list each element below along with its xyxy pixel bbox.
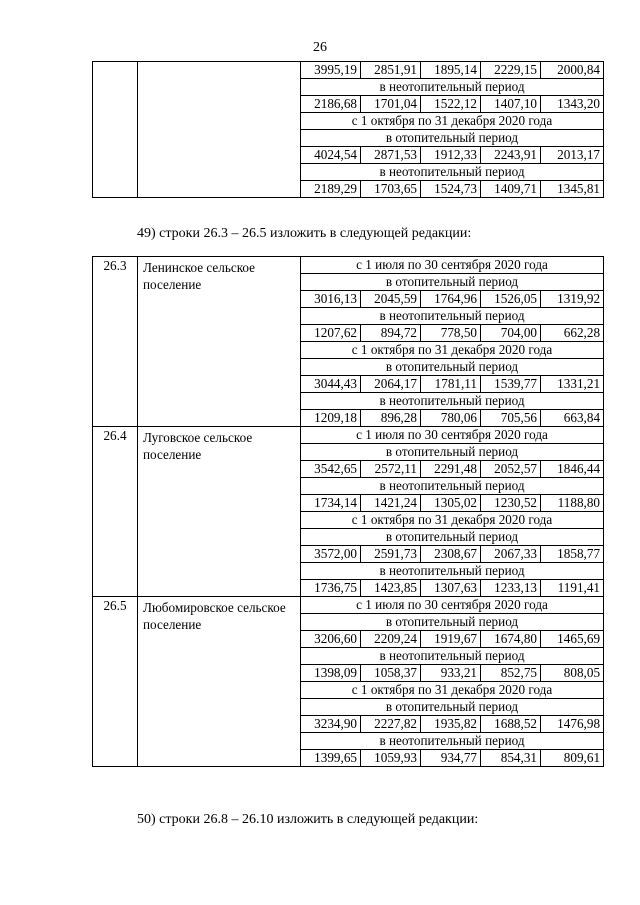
value-cell: 2851,91: [361, 62, 421, 79]
value-cell: 852,75: [481, 665, 541, 682]
period-label-cell: с 1 июля по 30 сентября 2020 года: [301, 597, 604, 614]
period-label-cell: в отопительный период: [301, 529, 604, 546]
period-label-cell: в неотопительный период: [301, 79, 604, 96]
value-cell: 1846,44: [541, 461, 604, 478]
value-cell: 1912,33: [421, 147, 481, 164]
value-cell: 2291,48: [421, 461, 481, 478]
period-label-cell: с 1 октября по 31 декабря 2020 года: [301, 113, 604, 130]
table-row: [93, 257, 604, 274]
value-cell: 1345,81: [541, 181, 604, 198]
value-cell: 1209,18: [301, 410, 361, 427]
value-cell: 3016,13: [301, 291, 361, 308]
period-label-cell: в неотопительный период: [301, 733, 604, 750]
value-cell: 1736,75: [301, 580, 361, 597]
continuation-table: [92, 61, 604, 198]
paragraph-49: 49) строки 26.3 – 26.5 изложить в следующей редакции:: [137, 226, 472, 241]
value-cell: 2227,82: [361, 716, 421, 733]
value-cell: 1919,67: [421, 631, 481, 648]
value-cell: 1701,04: [361, 96, 421, 113]
value-cell: 2243,91: [481, 147, 541, 164]
value-cell: 1188,80: [541, 495, 604, 512]
value-cell: 1476,98: [541, 716, 604, 733]
value-cell: 1233,13: [481, 580, 541, 597]
value-cell: 1407,10: [481, 96, 541, 113]
value-cell: 2229,15: [481, 62, 541, 79]
period-label-cell: с 1 июля по 30 сентября 2020 года: [301, 257, 604, 274]
period-label-cell: с 1 июля по 30 сентября 2020 года: [301, 427, 604, 444]
value-cell: 808,05: [541, 665, 604, 682]
period-label-cell: в неотопительный период: [301, 164, 604, 181]
value-cell: 1522,12: [421, 96, 481, 113]
value-cell: 1524,73: [421, 181, 481, 198]
value-cell: 1207,62: [301, 325, 361, 342]
value-cell: 1895,14: [421, 62, 481, 79]
value-cell: 3572,00: [301, 546, 361, 563]
period-label-cell: в отопительный период: [301, 614, 604, 631]
settlement-name: Ленинское сельское поселение: [138, 257, 301, 427]
period-label-cell: в отопительный период: [301, 274, 604, 291]
value-cell: 854,31: [481, 750, 541, 767]
value-cell: 2572,11: [361, 461, 421, 478]
value-cell: 2067,33: [481, 546, 541, 563]
value-cell: 3234,90: [301, 716, 361, 733]
period-label-cell: в отопительный период: [301, 130, 604, 147]
value-cell: 1935,82: [421, 716, 481, 733]
value-cell: 1421,24: [361, 495, 421, 512]
value-cell: 1343,20: [541, 96, 604, 113]
value-cell: 4024,54: [301, 147, 361, 164]
value-cell: 1858,77: [541, 546, 604, 563]
value-cell: 1688,52: [481, 716, 541, 733]
value-cell: 663,84: [541, 410, 604, 427]
paragraph-50: 50) строки 26.8 – 26.10 изложить в следующей редакции:: [137, 812, 479, 827]
value-cell: 2209,24: [361, 631, 421, 648]
value-cell: 1734,14: [301, 495, 361, 512]
value-cell: 3542,65: [301, 461, 361, 478]
value-cell: 2189,29: [301, 181, 361, 198]
value-cell: 1674,80: [481, 631, 541, 648]
value-cell: 1539,77: [481, 376, 541, 393]
value-cell: 1423,85: [361, 580, 421, 597]
value-cell: 2308,67: [421, 546, 481, 563]
value-cell: 2591,73: [361, 546, 421, 563]
settlement-code: 26.4: [93, 427, 138, 597]
value-cell: 778,50: [421, 325, 481, 342]
value-cell: 2000,84: [541, 62, 604, 79]
value-cell: 896,28: [361, 410, 421, 427]
value-cell: 705,56: [481, 410, 541, 427]
value-cell: 1305,02: [421, 495, 481, 512]
period-label-cell: в неотопительный период: [301, 308, 604, 325]
value-cell: 1781,11: [421, 376, 481, 393]
value-cell: 809,61: [541, 750, 604, 767]
value-cell: 2013,17: [541, 147, 604, 164]
value-cell: 1058,37: [361, 665, 421, 682]
code-cell-empty: [93, 62, 138, 198]
value-cell: 2045,59: [361, 291, 421, 308]
period-label-cell: с 1 октября по 31 декабря 2020 года: [301, 512, 604, 529]
period-label-cell: в неотопительный период: [301, 393, 604, 410]
value-cell: 2064,17: [361, 376, 421, 393]
value-cell: 3995,19: [301, 62, 361, 79]
value-cell: 1465,69: [541, 631, 604, 648]
value-cell: 1764,96: [421, 291, 481, 308]
value-cell: 1331,21: [541, 376, 604, 393]
period-label-cell: с 1 октября по 31 декабря 2020 года: [301, 342, 604, 359]
period-label-cell: в неотопительный период: [301, 563, 604, 580]
value-cell: 1230,52: [481, 495, 541, 512]
settlement-code: 26.3: [93, 257, 138, 427]
name-cell-empty: [138, 62, 301, 198]
period-label-cell: в неотопительный период: [301, 648, 604, 665]
value-cell: 934,77: [421, 750, 481, 767]
period-label-cell: в отопительный период: [301, 444, 604, 461]
page-number: 26: [313, 40, 327, 55]
value-cell: 894,72: [361, 325, 421, 342]
value-cell: 1191,41: [541, 580, 604, 597]
value-cell: 1319,92: [541, 291, 604, 308]
value-cell: 1409,71: [481, 181, 541, 198]
table-row: [93, 597, 604, 614]
period-label-cell: в неотопительный период: [301, 478, 604, 495]
value-cell: 2052,57: [481, 461, 541, 478]
value-cell: 3206,60: [301, 631, 361, 648]
table-row: [93, 62, 604, 79]
settlement-name: Любомировское сельское поселение: [138, 597, 301, 767]
value-cell: 1059,93: [361, 750, 421, 767]
value-cell: 1526,05: [481, 291, 541, 308]
value-cell: 2871,53: [361, 147, 421, 164]
value-cell: 1307,63: [421, 580, 481, 597]
value-cell: 780,06: [421, 410, 481, 427]
value-cell: 1398,09: [301, 665, 361, 682]
period-label-cell: с 1 октября по 31 декабря 2020 года: [301, 682, 604, 699]
table-row: [93, 427, 604, 444]
period-label-cell: в отопительный период: [301, 359, 604, 376]
settlement-code: 26.5: [93, 597, 138, 767]
settlements-table: [92, 256, 604, 767]
value-cell: 3044,43: [301, 376, 361, 393]
value-cell: 1399,65: [301, 750, 361, 767]
value-cell: 2186,68: [301, 96, 361, 113]
value-cell: 1703,65: [361, 181, 421, 198]
value-cell: 704,00: [481, 325, 541, 342]
period-label-cell: в отопительный период: [301, 699, 604, 716]
settlement-name: Луговское сельское поселение: [138, 427, 301, 597]
value-cell: 662,28: [541, 325, 604, 342]
value-cell: 933,21: [421, 665, 481, 682]
